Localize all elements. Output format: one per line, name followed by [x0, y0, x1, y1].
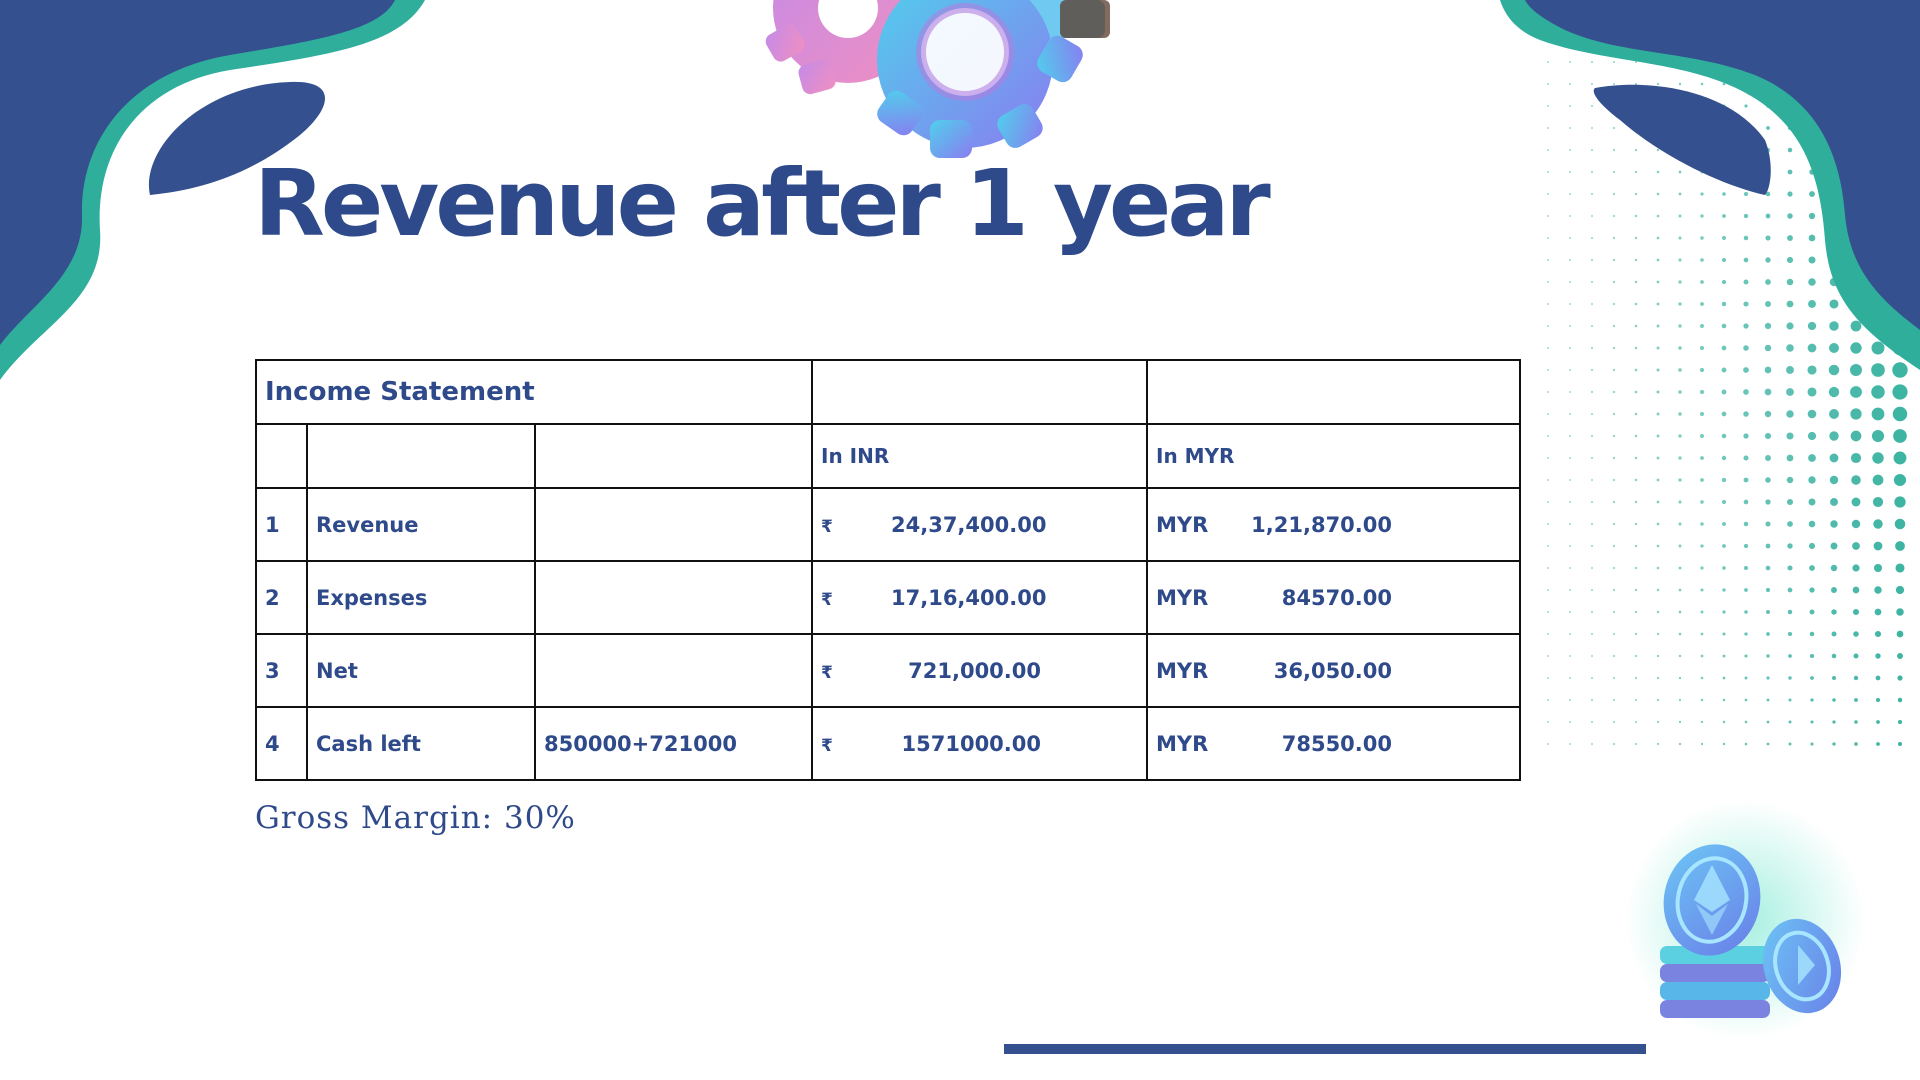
income-statement-title: Income Statement — [256, 360, 812, 424]
rupee-symbol: ₹ — [821, 662, 833, 683]
row-number: 4 — [256, 707, 307, 780]
column-header-inr: In INR — [812, 424, 1147, 488]
myr-symbol: MYR — [1156, 512, 1209, 537]
page-title: Revenue after 1 year — [254, 150, 1267, 257]
row-item: Net — [307, 634, 535, 707]
row-note: 850000+721000 — [535, 707, 812, 780]
row-number: 2 — [256, 561, 307, 634]
row-myr-amount: 36,050.00 — [1273, 658, 1392, 683]
row-myr-amount: 78550.00 — [1281, 731, 1392, 756]
rupee-symbol: ₹ — [821, 589, 833, 610]
column-header-myr: In MYR — [1147, 424, 1520, 488]
row-number: 1 — [256, 488, 307, 561]
row-item: Revenue — [307, 488, 535, 561]
gross-margin-text: Gross Margin: 30% — [255, 800, 576, 836]
myr-symbol: MYR — [1156, 731, 1209, 756]
row-item: Cash left — [307, 707, 535, 780]
row-number: 3 — [256, 634, 307, 707]
myr-symbol: MYR — [1156, 658, 1209, 683]
bottom-accent-bar — [1004, 1044, 1646, 1054]
row-inr-amount: 721,000.00 — [908, 658, 1041, 683]
rupee-symbol: ₹ — [821, 516, 833, 537]
row-inr-amount: 1571000.00 — [901, 731, 1041, 756]
row-inr-amount: 24,37,400.00 — [891, 512, 1047, 537]
rupee-symbol: ₹ — [821, 735, 833, 756]
row-myr-amount: 84570.00 — [1281, 585, 1392, 610]
row-item: Expenses — [307, 561, 535, 634]
myr-symbol: MYR — [1156, 585, 1209, 610]
row-inr-amount: 17,16,400.00 — [891, 585, 1047, 610]
row-myr-amount: 1,21,870.00 — [1251, 512, 1392, 537]
